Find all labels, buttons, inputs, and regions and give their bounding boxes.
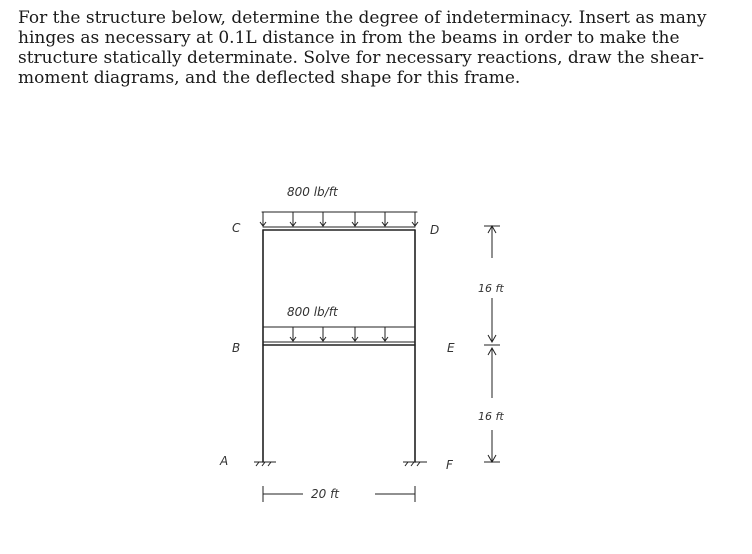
top-load-label: 800 lb/ft bbox=[287, 185, 338, 199]
node-label-c: C bbox=[232, 221, 241, 235]
problem-statement: For the structure below, determine the degree of indeterminacy. Insert as many hinges as necessary at 0.1L distance in from the beams in order to make the structure statically determinate. Solve for necessary reactions, draw the shear-moment diagrams, and the deflected shape for this frame. bbox=[18, 8, 707, 88]
support-a bbox=[254, 462, 276, 466]
vertical-dimension bbox=[484, 226, 500, 462]
node-label-d: D bbox=[430, 223, 440, 237]
width-label: 20 ft bbox=[311, 487, 340, 501]
middle-load-label: 800 lb/ft bbox=[287, 305, 338, 319]
middle-load-arrows bbox=[290, 327, 388, 341]
lower-height-label: 16 ft bbox=[478, 410, 504, 423]
upper-height-label: 16 ft bbox=[478, 282, 504, 295]
node-label-a: A bbox=[220, 454, 229, 468]
node-label-f: F bbox=[446, 458, 453, 472]
top-load-arrows bbox=[260, 212, 418, 226]
node-label-e: E bbox=[447, 341, 455, 355]
node-label-b: B bbox=[232, 341, 241, 355]
